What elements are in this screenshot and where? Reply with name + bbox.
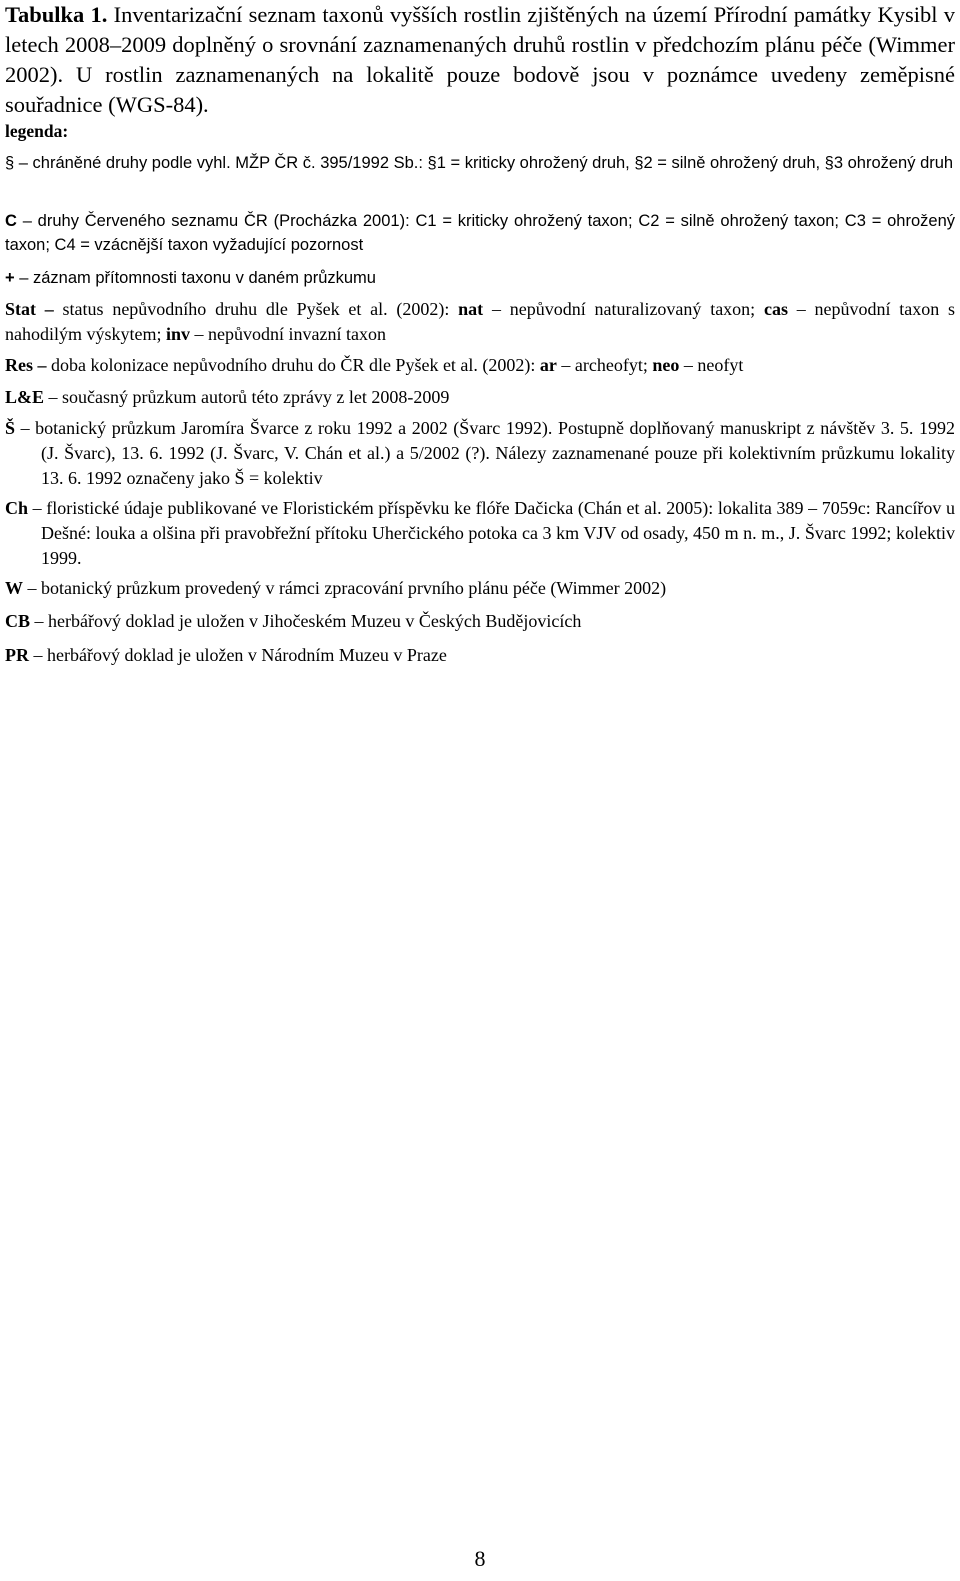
legend-key-pr: PR xyxy=(5,645,29,665)
legend-entry-cb xyxy=(5,609,955,634)
legend-text-residence-b: – archeofyt; xyxy=(556,355,653,375)
legend-text-status-d: – nepůvodní invazní taxon xyxy=(190,324,386,344)
legend-text-protected: – chráněné druhy podle vyhl. MŽP ČR č. 395/1992 Sb.: §1 = kriticky ohrožený druh, §2 = silně ohrožený druh, §3 ohrožený druh xyxy=(14,154,954,172)
legend-kw-neo: neo xyxy=(652,355,680,375)
legend-entry-le xyxy=(5,385,955,410)
legend-entry-status xyxy=(5,297,955,347)
legend-entry-wimmer xyxy=(5,576,955,601)
table-caption xyxy=(5,0,955,120)
legend-text-residence-a: doba kolonizace nepůvodního druhu do ČR dle Pyšek et al. (2002): xyxy=(46,355,540,375)
legend-key-wimmer: W xyxy=(5,578,23,598)
caption-label: Tabulka 1. xyxy=(5,2,108,27)
legend-text-status-b: – nepůvodní naturalizovaný taxon; xyxy=(483,299,764,319)
legend-kw-ar: ar xyxy=(539,355,557,375)
legend-title: legenda: xyxy=(5,121,69,141)
legend-entry-chan xyxy=(5,496,955,571)
legend-entry-residence xyxy=(5,353,955,378)
legend-text-status-a: status nepůvodního druhu dle Pyšek et al. (2002): xyxy=(53,299,459,319)
legend-text-pr: – herbářový doklad je uložen v Národním Muzeu v Praze xyxy=(29,645,447,665)
legend-text-red-list: – druhy Červeného seznamu ČR (Procházka 2001): C1 = kriticky ohrožený taxon; C2 = silně ohrožený taxon; C3 = ohrožený taxon; C4 = vzácnější taxon vyžadující pozornost xyxy=(5,212,955,254)
legend-text-le: – současný průzkum autorů této zprávy z let 2008-2009 xyxy=(44,387,450,407)
legend-entry-red-list xyxy=(5,209,955,257)
legend-kw-nat: nat xyxy=(458,299,484,319)
legend-entry-svarc xyxy=(5,416,955,491)
legend-entry-protected xyxy=(5,151,955,175)
page-number: 8 xyxy=(474,1546,486,1571)
legend-text-wimmer: – botanický průzkum provedený v rámci zpracování prvního plánu péče (Wimmer 2002) xyxy=(23,578,667,598)
legend-text-presence: – záznam přítomnosti taxonu v daném průzkumu xyxy=(14,269,376,287)
legend-kw-cas: cas xyxy=(763,299,788,319)
paragraph-symbol-icon: § xyxy=(5,154,15,172)
legend-key-chan: Ch xyxy=(5,498,29,518)
legend-text-cb: – herbářový doklad je uložen v Jihočeském Muzeu v Českých Budějovicích xyxy=(30,611,582,631)
legend-key-le: L&E xyxy=(5,387,45,407)
legend-text-chan: – floristické údaje publikované ve Floristickém příspěvku ke flóře Dačicka (Chán et al. 2005): lokalita 389 – 7059c: Rancířov u Dešné: louka a olšina při pravobřežní přítoku Uherčického potoka ca 3 km VJV od osady, 450 m n. m., J. Švarc 1992; kolektiv 1999. xyxy=(28,498,955,568)
legend-key-svarc: Š xyxy=(5,418,16,438)
legend-key-cb: CB xyxy=(5,611,31,631)
legend-key-status: Stat – xyxy=(5,299,54,319)
document-page xyxy=(5,0,956,665)
legend-entry-pr xyxy=(5,643,955,668)
legend-key-residence: Res – xyxy=(5,355,47,375)
legend-key-red-list: C xyxy=(5,212,17,230)
caption-text: Inventarizační seznam taxonů vyšších rostlin zjištěných na území Přírodní památky Kysibl v letech 2008–2009 doplněný o srovnání zaznamenaných druhů rostlin v předchozím plánu péče (Wimmer 2002). U rostlin zaznamenaných na lokalitě pouze bodově jsou v poznámce uvedeny zeměpisné souřadnice (WGS-84). xyxy=(5,2,956,117)
legend-text-svarc: – botanický průzkum Jaromíra Švarce z roku 1992 a 2002 (Švarc 1992). Postupně doplňovaný manuskript z návštěv 3. 5. 1992 (J. Švarc), 13. 6. 1992 (J. Švarc, V. Chán et al.) a 5/2002 (?). Nálezy zaznamenané pouze při kolektivním průzkumu lokality 13. 6. 1992 označeny jako Š = kolektiv xyxy=(15,418,955,488)
legend-text-status-c: – nepůvodní taxon s nahodilým výskytem; xyxy=(5,299,956,344)
legend-key-presence: + xyxy=(5,269,15,287)
legend-text-residence-c: – neofyt xyxy=(679,355,744,375)
legend-entry-presence xyxy=(5,266,955,290)
legend-kw-inv: inv xyxy=(166,324,191,344)
